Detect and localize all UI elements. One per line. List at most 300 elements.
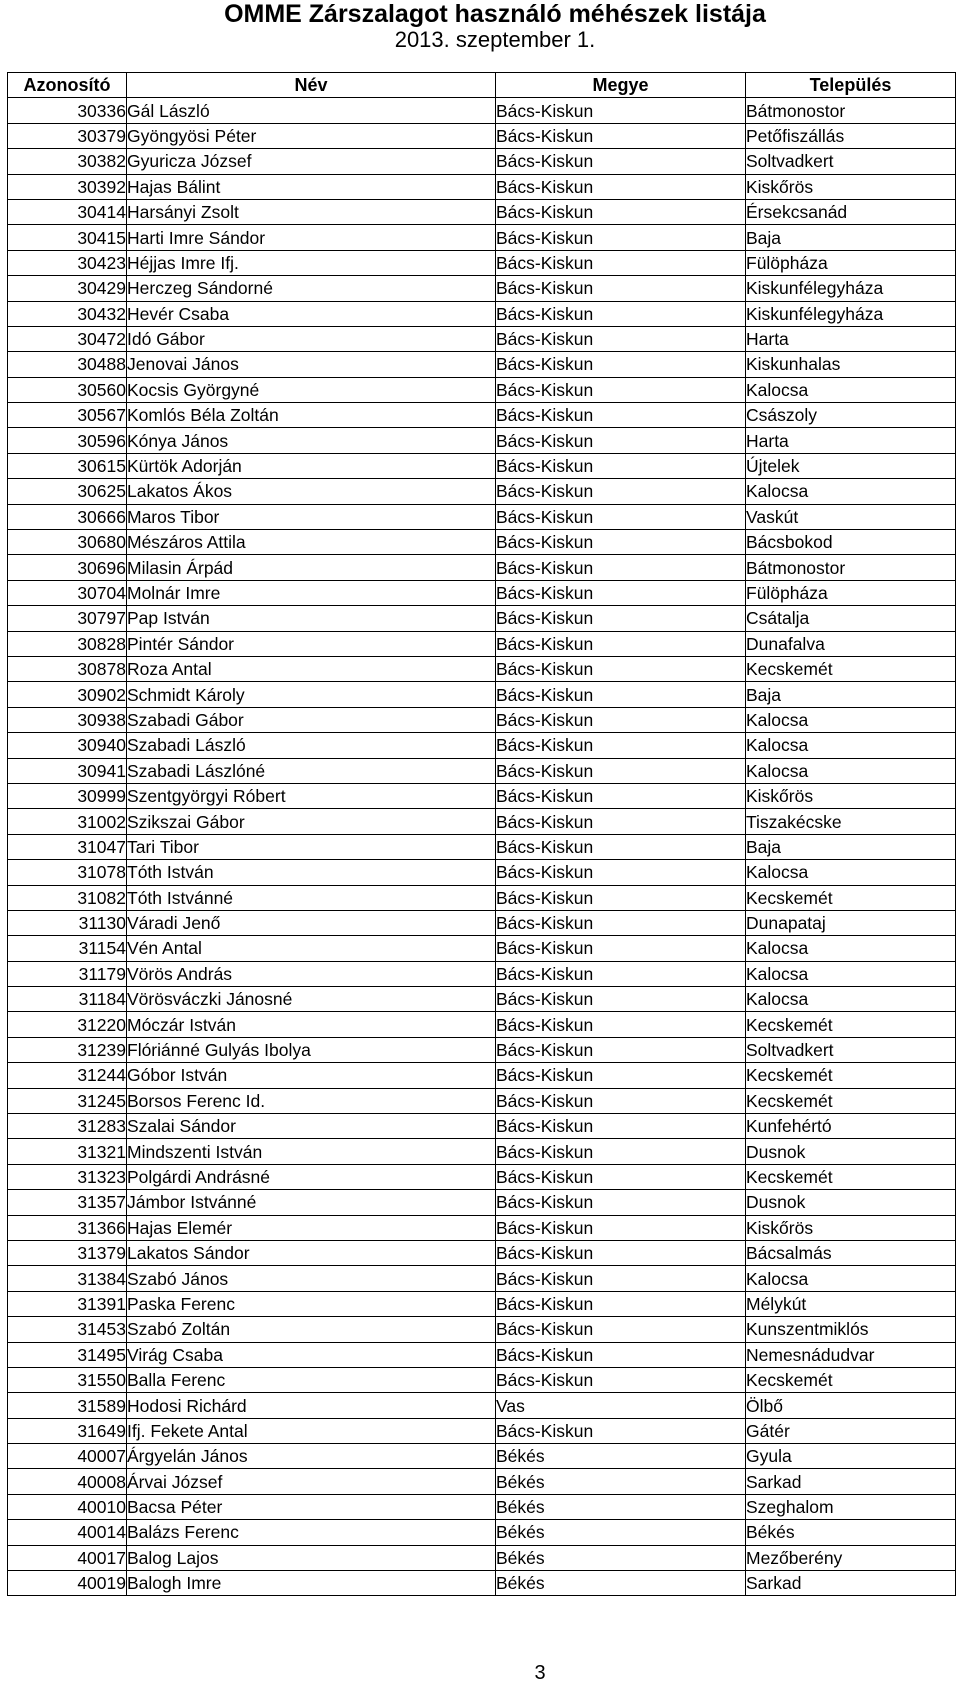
- cell-id: 31453: [8, 1317, 127, 1342]
- cell-id: 30625: [8, 479, 127, 504]
- table-row: [8, 250, 956, 275]
- table-row: [8, 1291, 956, 1316]
- cell-town: Soltvadkert: [746, 149, 956, 174]
- cell-id: 31357: [8, 1190, 127, 1215]
- table-row: [8, 809, 956, 834]
- cell-name: Lakatos Sándor: [127, 1240, 496, 1265]
- table-row: [8, 428, 956, 453]
- cell-county: Bács-Kiskun: [496, 834, 746, 859]
- cell-town: Bátmonostor: [746, 555, 956, 580]
- cell-name: Lakatos Ákos: [127, 479, 496, 504]
- table-row: [8, 1088, 956, 1113]
- cell-town: Érsekcsanád: [746, 199, 956, 224]
- cell-id: 31384: [8, 1266, 127, 1291]
- cell-id: 31244: [8, 1063, 127, 1088]
- table-row: [8, 580, 956, 605]
- cell-county: Bács-Kiskun: [496, 783, 746, 808]
- cell-county: Bács-Kiskun: [496, 530, 746, 555]
- cell-id: 40019: [8, 1571, 127, 1596]
- table-row: [8, 98, 956, 123]
- cell-name: Szalai Sándor: [127, 1114, 496, 1139]
- table-row: [8, 276, 956, 301]
- cell-name: Váradi Jenő: [127, 910, 496, 935]
- cell-name: Gál László: [127, 98, 496, 123]
- cell-id: 30432: [8, 301, 127, 326]
- cell-name: Polgárdi Andrásné: [127, 1164, 496, 1189]
- cell-county: Bács-Kiskun: [496, 1342, 746, 1367]
- cell-town: Kalocsa: [746, 377, 956, 402]
- cell-county: Bács-Kiskun: [496, 276, 746, 301]
- cell-name: Borsos Ferenc Id.: [127, 1088, 496, 1113]
- cell-county: Békés: [496, 1520, 746, 1545]
- cell-name: Kónya János: [127, 428, 496, 453]
- table-row: [8, 1063, 956, 1088]
- cell-name: Herczeg Sándorné: [127, 276, 496, 301]
- cell-name: Vörös András: [127, 961, 496, 986]
- cell-county: Bács-Kiskun: [496, 98, 746, 123]
- table-row: [8, 606, 956, 631]
- cell-name: Bacsa Péter: [127, 1494, 496, 1519]
- table-row: [8, 326, 956, 351]
- cell-county: Bács-Kiskun: [496, 860, 746, 885]
- cell-town: Kalocsa: [746, 936, 956, 961]
- table-row: [8, 1317, 956, 1342]
- cell-id: 30472: [8, 326, 127, 351]
- cell-county: Bács-Kiskun: [496, 910, 746, 935]
- column-header-county: Megye: [496, 73, 746, 98]
- cell-name: Vén Antal: [127, 936, 496, 961]
- cell-town: Dunapataj: [746, 910, 956, 935]
- cell-id: 31179: [8, 961, 127, 986]
- cell-name: Hajas Bálint: [127, 174, 496, 199]
- cell-id: 31283: [8, 1114, 127, 1139]
- table-row: [8, 1367, 956, 1392]
- cell-id: 40017: [8, 1545, 127, 1570]
- table-body: [8, 98, 956, 1596]
- cell-county: Békés: [496, 1444, 746, 1469]
- cell-county: Bács-Kiskun: [496, 682, 746, 707]
- cell-county: Bács-Kiskun: [496, 1215, 746, 1240]
- cell-county: Bács-Kiskun: [496, 1063, 746, 1088]
- table-row: [8, 1418, 956, 1443]
- cell-id: 31082: [8, 885, 127, 910]
- table-row: [8, 1164, 956, 1189]
- cell-id: 40008: [8, 1469, 127, 1494]
- table-row: [8, 1139, 956, 1164]
- cell-town: Gyula: [746, 1444, 956, 1469]
- cell-id: 30379: [8, 123, 127, 148]
- cell-town: Mélykút: [746, 1291, 956, 1316]
- cell-id: 30828: [8, 631, 127, 656]
- table-row: [8, 123, 956, 148]
- cell-town: Kalocsa: [746, 758, 956, 783]
- cell-name: Szabadi László: [127, 733, 496, 758]
- cell-id: 30596: [8, 428, 127, 453]
- cell-name: Szabó János: [127, 1266, 496, 1291]
- cell-county: Bács-Kiskun: [496, 377, 746, 402]
- page-number: 3: [534, 1662, 546, 1684]
- cell-town: Kunfehértó: [746, 1114, 956, 1139]
- cell-id: 30666: [8, 504, 127, 529]
- cell-town: Fülöpháza: [746, 580, 956, 605]
- cell-id: 30336: [8, 98, 127, 123]
- cell-id: 31245: [8, 1088, 127, 1113]
- cell-town: Vaskút: [746, 504, 956, 529]
- table-row: [8, 149, 956, 174]
- cell-id: 30560: [8, 377, 127, 402]
- table-row: [8, 1571, 956, 1596]
- cell-county: Bács-Kiskun: [496, 174, 746, 199]
- cell-name: Hodosi Richárd: [127, 1393, 496, 1418]
- cell-town: Kecskemét: [746, 1012, 956, 1037]
- table-row: [8, 1114, 956, 1139]
- cell-name: Tari Tibor: [127, 834, 496, 859]
- cell-id: 30878: [8, 656, 127, 681]
- cell-id: 31239: [8, 1037, 127, 1062]
- cell-id: 40014: [8, 1520, 127, 1545]
- cell-town: Kalocsa: [746, 860, 956, 885]
- cell-name: Balla Ferenc: [127, 1367, 496, 1392]
- cell-name: Tóth István: [127, 860, 496, 885]
- cell-id: 31649: [8, 1418, 127, 1443]
- cell-town: Harta: [746, 428, 956, 453]
- cell-county: Bács-Kiskun: [496, 301, 746, 326]
- cell-name: Milasin Árpád: [127, 555, 496, 580]
- table-row: [8, 733, 956, 758]
- cell-id: 31002: [8, 809, 127, 834]
- cell-county: Bács-Kiskun: [496, 453, 746, 478]
- cell-id: 31589: [8, 1393, 127, 1418]
- cell-id: 30567: [8, 403, 127, 428]
- table-row: [8, 1545, 956, 1570]
- cell-name: Virág Csaba: [127, 1342, 496, 1367]
- beekeepers-table: [7, 72, 956, 1596]
- cell-county: Bács-Kiskun: [496, 1088, 746, 1113]
- cell-name: Tóth Istvánné: [127, 885, 496, 910]
- cell-county: Bács-Kiskun: [496, 885, 746, 910]
- cell-name: Jámbor Istvánné: [127, 1190, 496, 1215]
- cell-town: Kiskunfélegyháza: [746, 276, 956, 301]
- cell-name: Molnár Imre: [127, 580, 496, 605]
- cell-name: Schmidt Károly: [127, 682, 496, 707]
- table-row: [8, 555, 956, 580]
- cell-county: Bács-Kiskun: [496, 1164, 746, 1189]
- cell-id: 31220: [8, 1012, 127, 1037]
- table-row: [8, 707, 956, 732]
- cell-id: 30940: [8, 733, 127, 758]
- cell-county: Bács-Kiskun: [496, 1266, 746, 1291]
- table-row: [8, 403, 956, 428]
- cell-town: Sarkad: [746, 1571, 956, 1596]
- cell-county: Bács-Kiskun: [496, 631, 746, 656]
- cell-town: Kiskunfélegyháza: [746, 301, 956, 326]
- cell-town: Baja: [746, 682, 956, 707]
- cell-county: Bács-Kiskun: [496, 403, 746, 428]
- column-header-town: Település: [746, 73, 956, 98]
- cell-name: Ifj. Fekete Antal: [127, 1418, 496, 1443]
- cell-town: Kecskemét: [746, 1063, 956, 1088]
- table-row: [8, 225, 956, 250]
- cell-name: Kürtök Adorján: [127, 453, 496, 478]
- cell-id: 31366: [8, 1215, 127, 1240]
- cell-town: Kiskőrös: [746, 783, 956, 808]
- table-row: [8, 377, 956, 402]
- table-row: [8, 910, 956, 935]
- table-row: [8, 758, 956, 783]
- cell-town: Bácsbokod: [746, 530, 956, 555]
- cell-county: Bács-Kiskun: [496, 733, 746, 758]
- cell-county: Bács-Kiskun: [496, 1291, 746, 1316]
- cell-name: Szikszai Gábor: [127, 809, 496, 834]
- cell-name: Harsányi Zsolt: [127, 199, 496, 224]
- cell-town: Ölbő: [746, 1393, 956, 1418]
- cell-id: 40007: [8, 1444, 127, 1469]
- cell-id: 30382: [8, 149, 127, 174]
- table-row: [8, 1520, 956, 1545]
- page-title: OMME Zárszalagot használó méhészek listája: [224, 0, 766, 28]
- cell-town: Dusnok: [746, 1139, 956, 1164]
- table-row: [8, 1037, 956, 1062]
- column-header-name: Név: [127, 73, 496, 98]
- table-header-row: [8, 73, 956, 98]
- table-row: [8, 504, 956, 529]
- cell-name: Hajas Elemér: [127, 1215, 496, 1240]
- cell-name: Móczár István: [127, 1012, 496, 1037]
- cell-town: Nemesnádudvar: [746, 1342, 956, 1367]
- cell-town: Kalocsa: [746, 479, 956, 504]
- cell-town: Császoly: [746, 403, 956, 428]
- table-row: [8, 885, 956, 910]
- cell-town: Fülöpháza: [746, 250, 956, 275]
- cell-id: 31047: [8, 834, 127, 859]
- cell-name: Szabadi Lászlóné: [127, 758, 496, 783]
- cell-county: Bács-Kiskun: [496, 352, 746, 377]
- cell-town: Bácsalmás: [746, 1240, 956, 1265]
- cell-town: Baja: [746, 834, 956, 859]
- cell-county: Bács-Kiskun: [496, 1037, 746, 1062]
- cell-county: Bács-Kiskun: [496, 199, 746, 224]
- cell-name: Héjjas Imre Ifj.: [127, 250, 496, 275]
- table-row: [8, 987, 956, 1012]
- cell-town: Kalocsa: [746, 961, 956, 986]
- cell-county: Békés: [496, 1494, 746, 1519]
- cell-county: Bács-Kiskun: [496, 606, 746, 631]
- table-row: [8, 936, 956, 961]
- cell-name: Harti Imre Sándor: [127, 225, 496, 250]
- cell-county: Bács-Kiskun: [496, 1190, 746, 1215]
- table-row: [8, 174, 956, 199]
- column-header-id: Azonosító: [8, 73, 127, 98]
- cell-name: Balog Lajos: [127, 1545, 496, 1570]
- table-row: [8, 631, 956, 656]
- cell-id: 30938: [8, 707, 127, 732]
- cell-name: Szabadi Gábor: [127, 707, 496, 732]
- cell-name: Pap István: [127, 606, 496, 631]
- table-row: [8, 1215, 956, 1240]
- cell-id: 31495: [8, 1342, 127, 1367]
- cell-id: 31391: [8, 1291, 127, 1316]
- cell-id: 30615: [8, 453, 127, 478]
- table-row: [8, 1494, 956, 1519]
- cell-town: Újtelek: [746, 453, 956, 478]
- cell-id: 31130: [8, 910, 127, 935]
- cell-name: Hevér Csaba: [127, 301, 496, 326]
- cell-county: Bács-Kiskun: [496, 580, 746, 605]
- cell-county: Bács-Kiskun: [496, 1418, 746, 1443]
- date-subtitle: 2013. szeptember 1.: [394, 27, 596, 52]
- cell-town: Sarkad: [746, 1469, 956, 1494]
- table-row: [8, 352, 956, 377]
- cell-name: Árvai József: [127, 1469, 496, 1494]
- table-row: [8, 1012, 956, 1037]
- cell-town: Kalocsa: [746, 1266, 956, 1291]
- cell-town: Dunafalva: [746, 631, 956, 656]
- cell-county: Békés: [496, 1545, 746, 1570]
- cell-id: 31184: [8, 987, 127, 1012]
- cell-town: Kecskemét: [746, 1367, 956, 1392]
- cell-name: Vörösváczki Jánosné: [127, 987, 496, 1012]
- cell-name: Gyöngyösi Péter: [127, 123, 496, 148]
- table-row: [8, 1444, 956, 1469]
- cell-county: Bács-Kiskun: [496, 1114, 746, 1139]
- table-row: [8, 1393, 956, 1418]
- table-row: [8, 479, 956, 504]
- cell-id: 30941: [8, 758, 127, 783]
- cell-town: Csátalja: [746, 606, 956, 631]
- cell-name: Mindszenti István: [127, 1139, 496, 1164]
- cell-id: 31323: [8, 1164, 127, 1189]
- cell-name: Paska Ferenc: [127, 1291, 496, 1316]
- table-row: [8, 530, 956, 555]
- cell-id: 31379: [8, 1240, 127, 1265]
- table-row: [8, 1266, 956, 1291]
- cell-county: Békés: [496, 1469, 746, 1494]
- cell-town: Kecskemét: [746, 656, 956, 681]
- cell-town: Kunszentmiklós: [746, 1317, 956, 1342]
- cell-id: 31550: [8, 1367, 127, 1392]
- cell-id: 30797: [8, 606, 127, 631]
- cell-town: Tiszakécske: [746, 809, 956, 834]
- cell-id: 30696: [8, 555, 127, 580]
- table-row: [8, 199, 956, 224]
- cell-town: Soltvadkert: [746, 1037, 956, 1062]
- cell-town: Bátmonostor: [746, 98, 956, 123]
- cell-name: Idó Gábor: [127, 326, 496, 351]
- table-row: [8, 1240, 956, 1265]
- cell-id: 30414: [8, 199, 127, 224]
- cell-town: Kiskunhalas: [746, 352, 956, 377]
- cell-town: Kalocsa: [746, 987, 956, 1012]
- cell-town: Baja: [746, 225, 956, 250]
- cell-town: Kiskőrös: [746, 1215, 956, 1240]
- cell-id: 31154: [8, 936, 127, 961]
- cell-name: Mészáros Attila: [127, 530, 496, 555]
- cell-county: Bács-Kiskun: [496, 1240, 746, 1265]
- cell-county: Vas: [496, 1393, 746, 1418]
- cell-name: Jenovai János: [127, 352, 496, 377]
- cell-name: Roza Antal: [127, 656, 496, 681]
- cell-county: Bács-Kiskun: [496, 1012, 746, 1037]
- cell-county: Bács-Kiskun: [496, 809, 746, 834]
- cell-town: Szeghalom: [746, 1494, 956, 1519]
- table-row: [8, 1342, 956, 1367]
- cell-town: Gátér: [746, 1418, 956, 1443]
- cell-county: Bács-Kiskun: [496, 1317, 746, 1342]
- cell-id: 30392: [8, 174, 127, 199]
- cell-county: Bács-Kiskun: [496, 428, 746, 453]
- table-row: [8, 656, 956, 681]
- cell-id: 30902: [8, 682, 127, 707]
- cell-name: Szentgyörgyi Róbert: [127, 783, 496, 808]
- cell-id: 40010: [8, 1494, 127, 1519]
- cell-county: Bács-Kiskun: [496, 1367, 746, 1392]
- cell-town: Kalocsa: [746, 733, 956, 758]
- cell-id: 30704: [8, 580, 127, 605]
- cell-county: Bács-Kiskun: [496, 987, 746, 1012]
- table-row: [8, 682, 956, 707]
- cell-county: Bács-Kiskun: [496, 123, 746, 148]
- cell-county: Bács-Kiskun: [496, 479, 746, 504]
- cell-county: Bács-Kiskun: [496, 326, 746, 351]
- cell-town: Kalocsa: [746, 707, 956, 732]
- cell-town: Kecskemét: [746, 885, 956, 910]
- cell-id: 30488: [8, 352, 127, 377]
- cell-name: Kocsis Györgyné: [127, 377, 496, 402]
- cell-name: Góbor István: [127, 1063, 496, 1088]
- cell-id: 30415: [8, 225, 127, 250]
- table-row: [8, 834, 956, 859]
- cell-town: Mezőberény: [746, 1545, 956, 1570]
- cell-name: Árgyelán János: [127, 1444, 496, 1469]
- cell-town: Kiskőrös: [746, 174, 956, 199]
- table-row: [8, 453, 956, 478]
- cell-county: Békés: [496, 1571, 746, 1596]
- cell-name: Pintér Sándor: [127, 631, 496, 656]
- cell-county: Bács-Kiskun: [496, 707, 746, 732]
- cell-id: 30999: [8, 783, 127, 808]
- cell-name: Komlós Béla Zoltán: [127, 403, 496, 428]
- cell-town: Kecskemét: [746, 1164, 956, 1189]
- table-row: [8, 860, 956, 885]
- table-row: [8, 301, 956, 326]
- cell-county: Bács-Kiskun: [496, 758, 746, 783]
- cell-name: Gyuricza József: [127, 149, 496, 174]
- cell-county: Bács-Kiskun: [496, 656, 746, 681]
- cell-name: Balogh Imre: [127, 1571, 496, 1596]
- cell-county: Bács-Kiskun: [496, 250, 746, 275]
- table-row: [8, 1469, 956, 1494]
- cell-county: Bács-Kiskun: [496, 149, 746, 174]
- cell-town: Dusnok: [746, 1190, 956, 1215]
- cell-town: Kecskemét: [746, 1088, 956, 1113]
- cell-name: Flóriánné Gulyás Ibolya: [127, 1037, 496, 1062]
- cell-name: Balázs Ferenc: [127, 1520, 496, 1545]
- cell-county: Bács-Kiskun: [496, 504, 746, 529]
- cell-id: 31078: [8, 860, 127, 885]
- cell-town: Harta: [746, 326, 956, 351]
- cell-name: Maros Tibor: [127, 504, 496, 529]
- cell-id: 31321: [8, 1139, 127, 1164]
- cell-name: Szabó Zoltán: [127, 1317, 496, 1342]
- cell-id: 30429: [8, 276, 127, 301]
- table-row: [8, 1190, 956, 1215]
- cell-id: 30680: [8, 530, 127, 555]
- cell-town: Békés: [746, 1520, 956, 1545]
- cell-town: Petőfiszállás: [746, 123, 956, 148]
- cell-county: Bács-Kiskun: [496, 936, 746, 961]
- table-row: [8, 961, 956, 986]
- cell-county: Bács-Kiskun: [496, 1139, 746, 1164]
